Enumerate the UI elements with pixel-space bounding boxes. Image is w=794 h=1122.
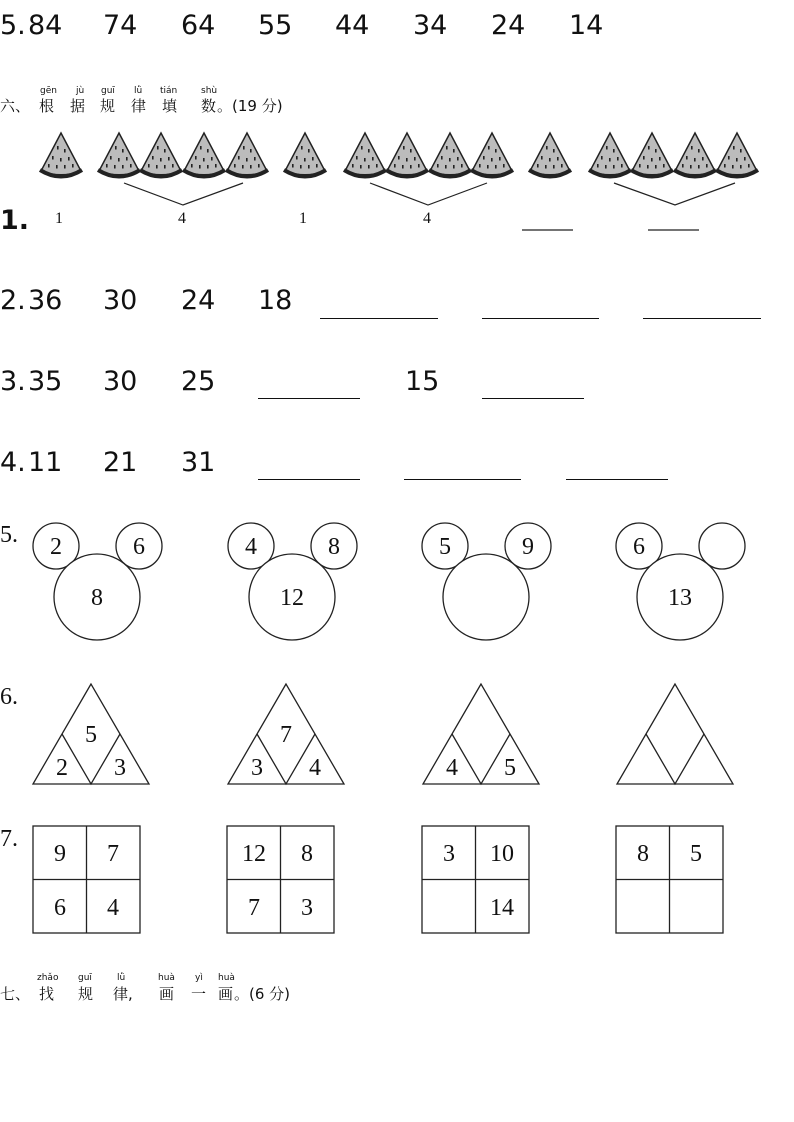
- title-char: 根: [39, 97, 55, 115]
- left-number: 2: [56, 755, 68, 781]
- pinyin: guī: [101, 86, 115, 96]
- circle-figure: [422, 523, 551, 640]
- left-number: 3: [251, 755, 263, 781]
- watermelon-slice-icon: [98, 133, 140, 177]
- watermelon-slice-icon: [429, 133, 471, 177]
- answer-blank[interactable]: [258, 398, 360, 399]
- number: 44: [335, 10, 370, 41]
- answer-blank[interactable]: [566, 479, 668, 480]
- grid-cell: 9: [54, 841, 66, 867]
- right-circle-number: 8: [328, 534, 340, 560]
- number: 18: [258, 285, 293, 316]
- answer-blank[interactable]: [404, 479, 521, 480]
- title-char: 画: [159, 985, 175, 1003]
- watermelon-slice-icon: [589, 133, 631, 177]
- answer-blank[interactable]: [258, 479, 360, 480]
- number: 15: [405, 366, 440, 397]
- pinyin: lǜ: [117, 973, 126, 983]
- center-circle-number: 8: [91, 585, 103, 611]
- grid-cell: 7: [107, 841, 119, 867]
- number: 30: [103, 285, 138, 316]
- center-circle-number: 13: [668, 585, 692, 611]
- watermelon-slice-icon: [40, 133, 82, 177]
- q2-label: 2.: [0, 285, 26, 316]
- group-bracket: [614, 183, 735, 205]
- circle-figure: [33, 523, 162, 640]
- title-char: 一: [191, 985, 207, 1003]
- pinyin: huà: [218, 973, 235, 983]
- q6-label: 6.: [0, 684, 18, 710]
- title-char: 找: [39, 985, 55, 1003]
- number: 84: [28, 10, 63, 41]
- watermelon-slice-icon: [183, 133, 225, 177]
- grid-cell: 8: [301, 841, 313, 867]
- left-circle-number: 4: [245, 534, 257, 560]
- center-circle-number: 12: [280, 585, 304, 611]
- watermelon-slice-icon: [674, 133, 716, 177]
- number: 24: [491, 10, 526, 41]
- section-score: 。(19 分): [217, 97, 283, 115]
- number: 24: [181, 285, 216, 316]
- pinyin: lǜ: [134, 86, 143, 96]
- number: 64: [181, 10, 216, 41]
- grid-cell: 14: [490, 895, 514, 921]
- watermelon-slice-icon: [140, 133, 182, 177]
- top-number: 5: [85, 722, 97, 748]
- number: 34: [413, 10, 448, 41]
- pinyin: yì: [195, 973, 203, 983]
- title-char: 据: [70, 97, 86, 115]
- left-number: 4: [446, 755, 458, 781]
- count-label: 1: [299, 210, 307, 227]
- q7-label: 7.: [0, 826, 18, 852]
- q1-watermelon-pattern: [0, 125, 794, 240]
- q1-label: 1.: [0, 205, 30, 236]
- number: 35: [28, 366, 63, 397]
- left-circle-number: 5: [439, 534, 451, 560]
- right-number: 5: [504, 755, 516, 781]
- right-circle-number: 6: [133, 534, 145, 560]
- watermelon-slice-icon: [631, 133, 673, 177]
- watermelon-slice-icon: [529, 133, 571, 177]
- number: 31: [181, 447, 216, 478]
- section-number: 七、: [0, 985, 31, 1003]
- triangle-figure: [617, 684, 733, 784]
- watermelon-slice-icon: [716, 133, 758, 177]
- watermelon-slice-icon: [226, 133, 268, 177]
- group-bracket: [124, 183, 243, 205]
- grid-cell: 7: [248, 895, 260, 921]
- circle-figure: [616, 523, 745, 640]
- q5-top-label: 5.: [0, 10, 26, 41]
- grid-cell: 12: [242, 841, 266, 867]
- q5-label: 5.: [0, 522, 18, 548]
- title-char: 规: [100, 97, 116, 115]
- pinyin: jù: [76, 86, 85, 96]
- count-label: 4: [423, 210, 431, 227]
- number: 14: [569, 10, 604, 41]
- right-circle-number: 9: [522, 534, 534, 560]
- count-label: 1: [55, 210, 63, 227]
- grid-cell: 10: [490, 841, 514, 867]
- pinyin: tián: [160, 86, 178, 96]
- section-score: 。(6 分): [234, 985, 291, 1003]
- right-number: 4: [309, 755, 321, 781]
- q4-label: 4.: [0, 447, 26, 478]
- pinyin: huà: [158, 973, 175, 983]
- grid-cell: 4: [107, 895, 119, 921]
- q5-circle-figures: [0, 515, 794, 650]
- grid-cell: 3: [301, 895, 313, 921]
- triangle-figure: [423, 684, 539, 784]
- watermelon-slice-icon: [284, 133, 326, 177]
- grid-cell: 8: [637, 841, 649, 867]
- left-circle-number: 6: [633, 534, 645, 560]
- number: 74: [103, 10, 138, 41]
- count-label: 4: [178, 210, 186, 227]
- left-circle-number: 2: [50, 534, 62, 560]
- number: 30: [103, 366, 138, 397]
- pinyin: guī: [78, 973, 92, 983]
- grid-cell: 3: [443, 841, 455, 867]
- grid-cell: 6: [54, 895, 66, 921]
- title-char: 画: [218, 985, 234, 1003]
- section-number: 六、: [0, 97, 31, 115]
- title-char: 律,: [113, 985, 133, 1003]
- answer-blank[interactable]: [643, 318, 761, 319]
- pinyin: gēn: [40, 86, 57, 96]
- q3-label: 3.: [0, 366, 26, 397]
- q6-triangle-figures: [0, 680, 794, 790]
- answer-blank[interactable]: [320, 318, 438, 319]
- circle-figure: [228, 523, 357, 640]
- title-char: 律: [131, 97, 147, 115]
- grid-figure: [616, 826, 723, 933]
- grid-figure: [33, 826, 140, 933]
- watermelon-slice-icon: [471, 133, 513, 177]
- q7-grid-figures: [0, 820, 794, 940]
- title-char: 填: [162, 97, 178, 115]
- number: 55: [258, 10, 293, 41]
- number: 11: [28, 447, 63, 478]
- top-number: 7: [280, 722, 292, 748]
- watermelon-slice-icon: [386, 133, 428, 177]
- title-char: 数: [201, 97, 217, 115]
- pinyin: shù: [201, 86, 218, 96]
- answer-blank[interactable]: [482, 398, 584, 399]
- right-number: 3: [114, 755, 126, 781]
- pinyin: zhǎo: [37, 973, 59, 983]
- grid-cell: 5: [690, 841, 702, 867]
- group-bracket: [370, 183, 487, 205]
- number: 21: [103, 447, 138, 478]
- number: 36: [28, 285, 63, 316]
- title-char: 规: [78, 985, 94, 1003]
- number: 25: [181, 366, 216, 397]
- answer-blank[interactable]: [482, 318, 599, 319]
- watermelon-slice-icon: [344, 133, 386, 177]
